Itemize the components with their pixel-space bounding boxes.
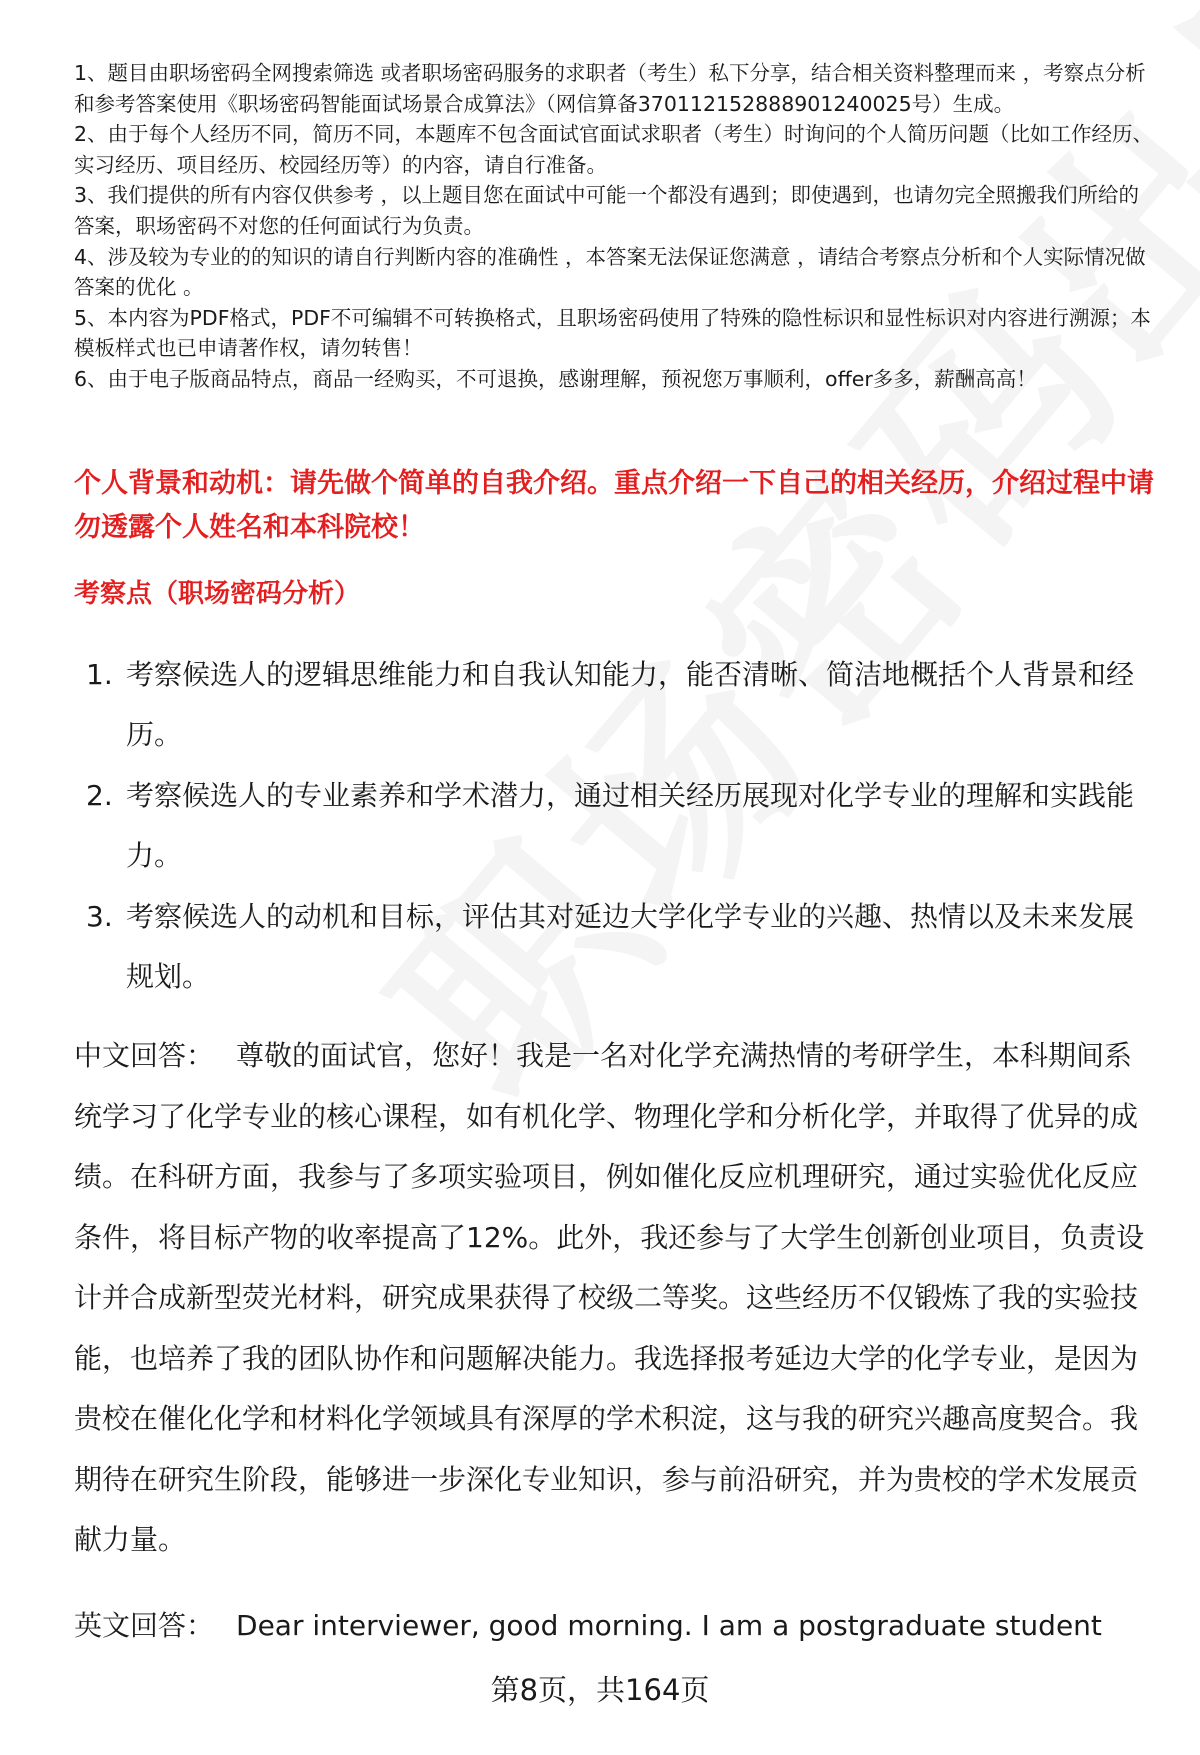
chinese-answer-text: 尊敬的面试官，您好！我是一名对化学充满热情的考研学生，本科期间系统学习了化学专业的核心课程，如有机化学、物理化学和分析化学，并取得了优异的成绩。在科研方面，我参与了多项实验项目，例如催化反应机理研究，通过实验优化反应条件，将目标产物的收率提高了12%。此外，我还参与了大学生创新创业项目，负责设计并合成新型荧光材料，研究成果获得了校级二等奖。这些经历不仅锻炼了我的实验技能，也培养了我的团队协作和问题解决能力。我选择报考延边大学的化学专业，是因为贵校在催化化学和材料化学领域具有深厚的学术积淀，这与我的研究兴趣高度契合。我期待在研究生阶段，能够进一步深化专业知识，参与前沿研究，并为贵校的学术发展贡献力量。	[74, 1039, 1145, 1556]
page-number: 第8页，共164页	[490, 1673, 710, 1707]
point-number: 3.	[86, 900, 113, 933]
note-item: 3、我们提供的所有内容仅供参考 ，以上题目您在面试中可能一个都没有遇到；即使遇到，也请勿完全照搬我们所给的答案，职场密码不对您的任何面试行为负责。	[74, 183, 1140, 238]
analysis-title: 考察点（职场密码分析）	[74, 579, 361, 609]
point-text: 考察候选人的动机和目标，评估其对延边大学化学专业的兴趣、热情以及未来发展规划。	[126, 900, 1135, 993]
analysis-point	[74, 887, 1154, 1007]
note-item: 1、题目由职场密码全网搜索筛选 或者职场密码服务的求职者（考生）私下分享，结合相关资料整理而来 ，考察点分析和参考答案使用《职场密码智能面试场景合成算法》（网信算备370112152888901240025号）生成。	[74, 61, 1146, 116]
note-item: 5、本内容为PDF格式，PDF不可编辑不可转换格式，且职场密码使用了特殊的隐性标识和显性标识对内容进行溯源；本模板样式也已申请著作权，请勿转售！	[74, 305, 1151, 361]
note-item: 2、由于每个人经历不同，简历不同，本题库不包含面试官面试求职者（考生）时询问的个人简历问题（比如工作经历、实习经历、项目经历、校园经历等）的内容，请自行准备。	[74, 122, 1154, 177]
point-number: 1.	[86, 658, 113, 691]
chinese-answer	[74, 1026, 1160, 1571]
point-number: 2.	[86, 779, 113, 812]
question-title: 个人背景和动机：请先做个简单的自我介绍。重点介绍一下自己的相关经历，介绍过程中请勿透露个人姓名和本科院校！	[74, 468, 1154, 543]
point-text: 考察候选人的逻辑思维能力和自我认知能力，能否清晰、简洁地概括个人背景和经历。	[126, 658, 1135, 751]
analysis-points	[74, 645, 1154, 1008]
note-item: 4、涉及较为专业的的知识的请自行判断内容的准确性 ，本答案无法保证您满意 ，请结合考察点分析和个人实际情况做答案的优化 。	[74, 244, 1146, 300]
analysis-point	[74, 766, 1154, 886]
english-answer-text: Dear interviewer, good morning. I am a postgraduate student	[236, 1609, 1102, 1642]
english-answer-label: 英文回答：	[74, 1609, 215, 1642]
point-text: 考察候选人的专业素养和学术潜力，通过相关经历展现对化学专业的理解和实践能力。	[126, 779, 1135, 872]
analysis-point	[74, 645, 1154, 765]
note-item: 6、由于电子版商品特点，商品一经购买，不可退换，感谢理解，预祝您万事顺利，offer多多，薪酬高高！	[74, 366, 1037, 391]
disclaimer-notes	[74, 58, 1154, 395]
chinese-answer-label: 中文回答：	[74, 1039, 215, 1072]
english-answer	[74, 1596, 1160, 1656]
